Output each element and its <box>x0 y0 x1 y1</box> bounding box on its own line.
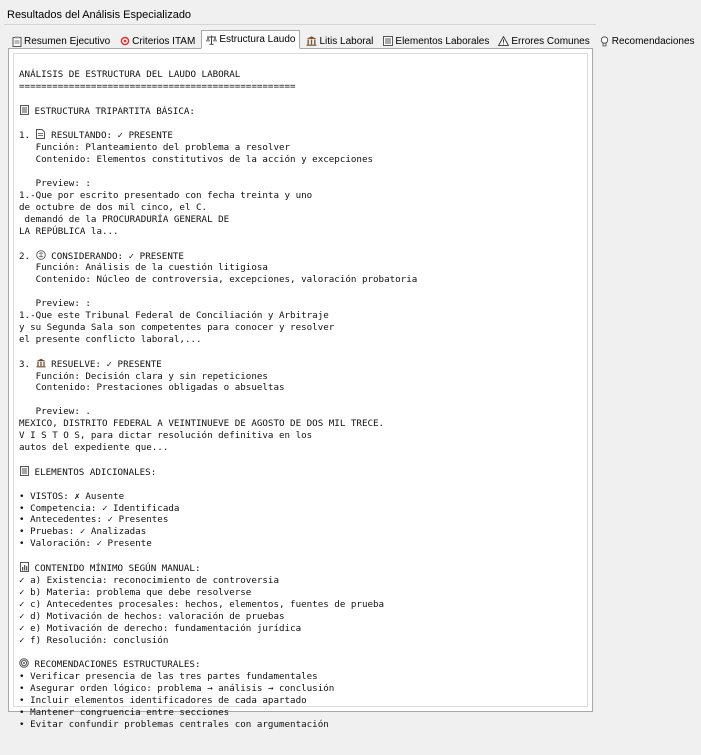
preview-label: Preview: : <box>35 178 91 190</box>
section-resuelve-heading <box>19 358 583 371</box>
report-title: ANÁLISIS DE ESTRUCTURA DEL LAUDO LABORAL <box>19 68 241 80</box>
recommendation-item: • Mantener congruencia entre secciones <box>19 706 230 718</box>
section-content: Contenido: Elementos constitutivos de la acción y excepciones <box>35 154 374 166</box>
minimum-item: ✓ e) Motivación de derecho: fundamentación jurídica <box>19 622 302 634</box>
additional-heading-line <box>19 466 583 479</box>
additional-item: • Competencia: ✓ Identificada <box>19 502 180 514</box>
document-icon <box>19 466 29 479</box>
tab-criterios-itam[interactable] <box>116 32 198 49</box>
minimum-item: ✓ f) Resolución: conclusión <box>19 634 169 646</box>
building-icon <box>36 358 46 371</box>
tab-label: Recomendaciones <box>611 35 695 47</box>
report-title-rule: ================================================== <box>19 80 296 92</box>
tab-label: Criterios ITAM <box>132 35 196 47</box>
section-number: 1. <box>19 130 31 142</box>
recommendation-item: • Evitar confundir problemas centrales con argumentación <box>19 718 329 730</box>
warning-icon <box>498 36 509 47</box>
tab-errores-comunes[interactable] <box>495 32 592 49</box>
section-content: Contenido: Prestaciones obligadas o absueltas <box>35 382 285 394</box>
tripartite-heading: ESTRUCTURA TRIPARTITA BÁSICA: <box>34 105 195 117</box>
tab-label: Resumen Ejecutivo <box>24 35 111 47</box>
tab-panel-estructura-laudo <box>8 48 593 730</box>
additional-item: • Antecedentes: ✓ Presentes <box>19 514 169 526</box>
minimum-item: ✓ c) Antecedentes procesales: hechos, elementos, fuentes de prueba <box>19 598 385 610</box>
minimum-heading: CONTENIDO MÍNIMO SEGÚN MANUAL: <box>34 563 201 575</box>
document-icon <box>19 105 29 118</box>
section-function: Función: Análisis de la cuestión litigiosa <box>35 262 268 274</box>
section-function: Función: Decisión clara y sin repeticiones <box>35 370 268 382</box>
section-name: RESULTANDO: ✓ PRESENTE <box>51 130 173 142</box>
section-function: Función: Planteamiento del problema a resolver <box>35 142 291 154</box>
recommendation-item: • Asegurar orden lógico: problema → análisis → conclusión <box>19 683 335 695</box>
recommendations-heading-line <box>19 658 583 671</box>
target-icon <box>19 658 29 671</box>
report-text-area[interactable] <box>13 53 588 730</box>
tab-elementos-laborales[interactable] <box>379 32 492 49</box>
section-number: 2. <box>19 250 31 262</box>
section-content: Contenido: Núcleo de controversia, excepciones, valoración probatoria <box>35 274 418 286</box>
tab-label: Litis Laboral <box>319 35 374 47</box>
minimum-item: ✓ d) Motivación de hechos: valoración de pruebas <box>19 610 285 622</box>
section-considerando-heading <box>19 250 583 263</box>
minimum-item: ✓ b) Materia: problema que debe resolverse <box>19 586 252 598</box>
tab-label: Elementos Laborales <box>395 35 490 47</box>
tab-recomendaciones[interactable] <box>596 32 698 49</box>
preview-label: Preview: . <box>35 406 91 418</box>
preview-line: el presente conflicto laboral,... <box>19 333 202 345</box>
bar-chart-icon <box>19 562 29 575</box>
preview-line: LA REPÚBLICA la... <box>19 225 119 237</box>
tripartite-heading-line <box>19 105 583 118</box>
preview-line: V I S T O S, para dictar resolución definitiva en los <box>19 430 313 442</box>
additional-item: • Valoración: ✓ Presente <box>19 538 152 550</box>
building-icon <box>306 36 317 47</box>
additional-heading: ELEMENTOS ADICIONALES: <box>34 466 157 478</box>
scales-icon <box>206 34 217 45</box>
page-icon <box>36 129 46 142</box>
preview-line: 1.-Que por escrito presentado con fecha treinta y uno <box>19 189 313 201</box>
group-title: Resultados del Análisis Especializado <box>7 9 192 21</box>
section-resultando-heading <box>19 129 583 142</box>
minimum-heading-line <box>19 562 583 575</box>
recommendation-item: • Verificar presencia de las tres partes fundamentales <box>19 671 318 683</box>
section-name: CONSIDERANDO: ✓ PRESENTE <box>51 250 184 262</box>
brain-icon <box>36 250 46 263</box>
group-divider <box>4 24 596 25</box>
section-number: 3. <box>19 358 31 370</box>
section-name: RESUELVE: ✓ PRESENTE <box>51 358 162 370</box>
tab-bar <box>8 30 701 49</box>
lightbulb-icon <box>599 36 610 47</box>
tab-resumen-ejecutivo[interactable] <box>8 32 113 49</box>
clipboard-icon <box>11 36 22 47</box>
list-icon <box>382 36 393 47</box>
minimum-item: ✓ a) Existencia: reconocimiento de controversia <box>19 574 279 586</box>
preview-line: y su Segunda Sala son competentes para conocer y resolver <box>19 321 335 333</box>
tab-label: Errores Comunes <box>511 35 590 47</box>
tab-label: Estructura Laudo <box>219 34 296 45</box>
tab-litis-laboral[interactable] <box>303 32 376 49</box>
preview-line: MEXICO, DISTRITO FEDERAL A VEINTINUEVE DE AGOSTO DE DOS MIL TRECE. <box>19 418 385 430</box>
recommendation-item: • Incluir elementos identificadores de cada apartado <box>19 695 307 707</box>
preview-line: de octubre de dos mil cinco, el C. <box>19 201 208 213</box>
additional-item: • Pruebas: ✓ Analizadas <box>19 526 147 538</box>
preview-line: autos del expediente que... <box>19 442 169 453</box>
additional-item: • VISTOS: ✗ Ausente <box>19 490 125 502</box>
recommendations-heading: RECOMENDACIONES ESTRUCTURALES: <box>34 659 201 671</box>
report-content <box>19 57 583 755</box>
tab-estructura-laudo[interactable] <box>201 30 300 49</box>
preview-line: demandó de la PROCURADURÍA GENERAL DE <box>19 213 230 225</box>
preview-line: 1.-Que este Tribunal Federal de Conciliación y Arbitraje <box>19 310 329 322</box>
preview-label: Preview: : <box>35 298 91 310</box>
target-icon <box>119 36 130 47</box>
